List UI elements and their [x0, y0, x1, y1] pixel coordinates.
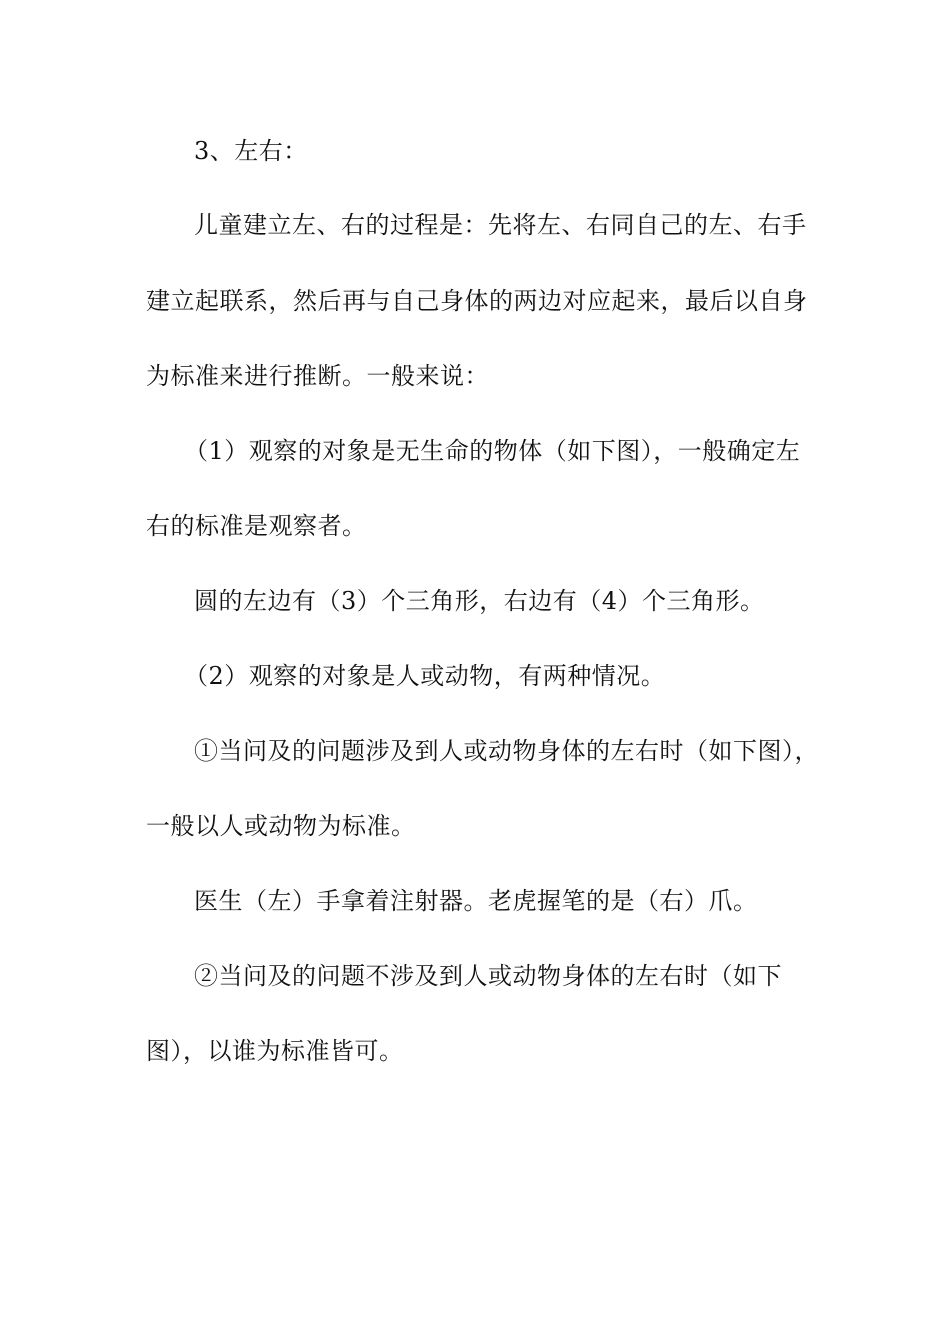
paragraph-line: 医生（左）手拿着注射器。老虎握笔的是（右）爪。 — [194, 887, 758, 915]
paragraph-line: 图），以谁为标准皆可。 — [146, 1037, 404, 1065]
paragraph-line: 圆的左边有（3）个三角形，右边有（4）个三角形。 — [194, 587, 765, 615]
paragraph-line: （1）观察的对象是无生命的物体（如下图），一般确定左 — [184, 437, 801, 465]
paragraph-line: 右的标准是观察者。 — [146, 512, 367, 540]
paragraph-line: 为标准来进行推断。一般来说： — [146, 362, 489, 390]
paragraph-line: ①当问及的问题涉及到人或动物身体的左右时（如下图）， — [194, 737, 819, 765]
paragraph-line: 建立起联系，然后再与自己身体的两边对应起来，最后以自身 — [146, 287, 808, 315]
paragraph-line: （2）观察的对象是人或动物，有两种情况。 — [184, 662, 666, 690]
paragraph-line: 一般以人或动物为标准。 — [146, 812, 416, 840]
paragraph-line: 儿童建立左、右的过程是：先将左、右同自己的左、右手 — [194, 211, 807, 239]
paragraph-line: ②当问及的问题不涉及到人或动物身体的左右时（如下 — [194, 962, 782, 990]
section-heading: 3、左右： — [194, 137, 308, 165]
